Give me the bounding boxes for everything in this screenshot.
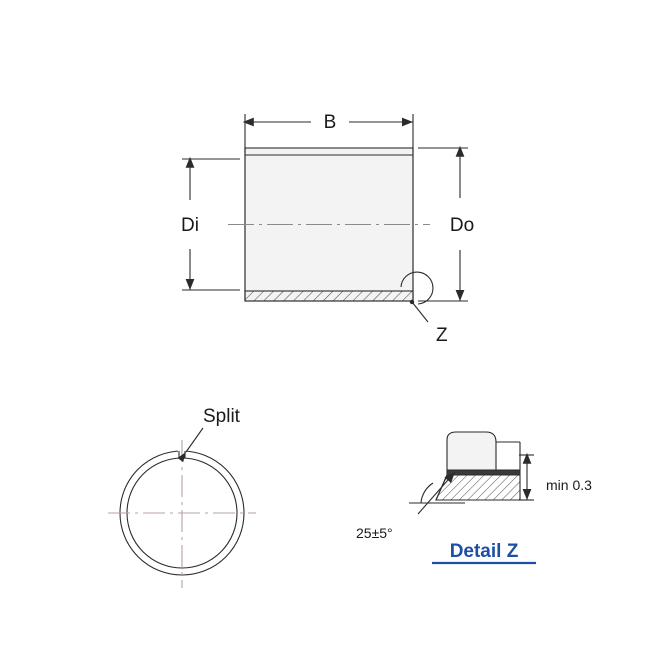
detail-z-view: [356, 432, 592, 563]
detail-z-wall-body: [447, 432, 496, 474]
detail-z-liner-band: [447, 470, 520, 475]
angle-arc: [421, 483, 433, 503]
label-inner-diameter-di: Di: [181, 215, 199, 236]
label-split: Split: [203, 406, 240, 427]
detail-z-leader-dot: [410, 300, 414, 304]
label-chamfer-min: min 0.3: [546, 477, 592, 493]
bush-elevation-view: [181, 112, 474, 346]
label-detail-z-title: Detail Z: [449, 541, 519, 562]
detail-z-leader-line: [412, 302, 428, 322]
label-detail-callout-z: Z: [436, 325, 448, 346]
label-outer-diameter-do: Do: [449, 215, 475, 236]
bush-end-view: [108, 406, 256, 588]
label-chamfer-angle: 25±5°: [356, 525, 393, 541]
bush-bottom-wall-section: [245, 291, 413, 301]
label-width-b: B: [323, 112, 337, 133]
split-leader-line: [186, 428, 203, 452]
